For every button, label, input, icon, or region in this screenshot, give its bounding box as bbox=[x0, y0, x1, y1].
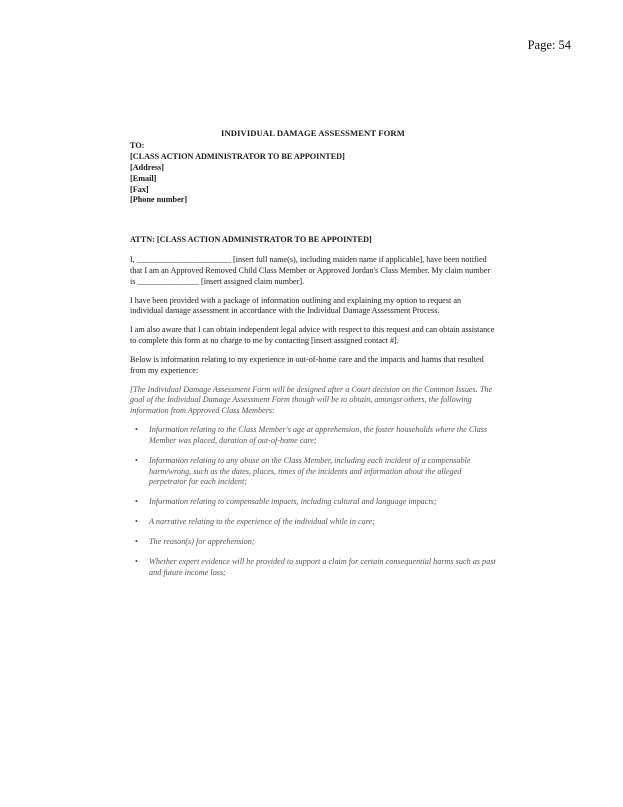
bullet-icon: • bbox=[135, 455, 138, 465]
attention-line: ATTN: [CLASS ACTION ADMINISTRATOR TO BE APPOINTED] bbox=[130, 235, 372, 245]
phone-line: [Phone number] bbox=[130, 195, 188, 205]
experience-intro-paragraph: Below is information relating to my experience in out-of-home care and the impacts and harms that resulted from my experience: bbox=[130, 354, 484, 375]
form-design-note bbox=[130, 385, 496, 579]
page-number: Page: 54 bbox=[527, 38, 571, 52]
list-item: • Information relating to the Class Member's age at apprehension, the foster households where the Class Member was placed, duration of out-of-home care; bbox=[135, 425, 488, 445]
to-label: TO: bbox=[130, 141, 145, 151]
email-line: [Email] bbox=[130, 173, 157, 183]
administrator-line: [CLASS ACTION ADMINISTRATOR TO BE APPOINTED] bbox=[130, 152, 345, 162]
document-body bbox=[130, 128, 496, 587]
information-list bbox=[130, 425, 496, 578]
list-item: • A narrative relating to the experience of the individual while in care; bbox=[135, 517, 375, 527]
form-title: INDIVIDUAL DAMAGE ASSESSMENT FORM bbox=[221, 128, 405, 138]
list-item: • Information relating to compensable impacts, including cultural and language impacts; bbox=[135, 497, 437, 507]
bullet-icon: • bbox=[135, 536, 138, 546]
fax-line: [Fax] bbox=[130, 184, 149, 194]
bullet-icon: • bbox=[135, 556, 138, 566]
list-item: • The reason(s) for apprehension; bbox=[135, 536, 255, 546]
address-line: [Address] bbox=[130, 163, 164, 172]
package-paragraph: I have been provided with a package of information outlining and explaining my option to request an individual damage assessment in accordance with the Individual Damage Assessment Process. bbox=[130, 295, 462, 316]
bullet-icon: • bbox=[135, 425, 138, 435]
bullet-icon: • bbox=[135, 497, 138, 507]
italic-intro: [The Individual Damage Assessment Form will be designed after a Court decision on the Common Issues. The goal of the Individual Damage Assessment Form though will be to obtain, amongst others, the following information from Approved Class Members: bbox=[130, 384, 493, 416]
bullet-icon: • bbox=[135, 517, 138, 527]
claimant-paragraph: I, _______________________ [insert full name(s), including maiden name if applicable], have been notified that I am an Approved Removed Child Class Member or Approved Jordan's Class Member. My claim number is _______________ [insert assigned claim number]. bbox=[130, 255, 491, 286]
legal-advice-paragraph: I am also aware that I can obtain independent legal advice with respect to this request and can obtain assistance to complete this form at no charge to me by contacting [insert assigned contact #]. bbox=[130, 325, 495, 346]
list-item: • Whether expert evidence will be provided to support a claim for certain consequential harms such as past and future income loss; bbox=[135, 556, 496, 577]
recipient-block bbox=[130, 141, 496, 206]
list-item: • Information relating to any abuse on the Class Member, including each incident of a compensable harm/wrong, such as the dates, places, times of the incidents and information about the alleged perpetrator for each incident; bbox=[135, 455, 471, 487]
